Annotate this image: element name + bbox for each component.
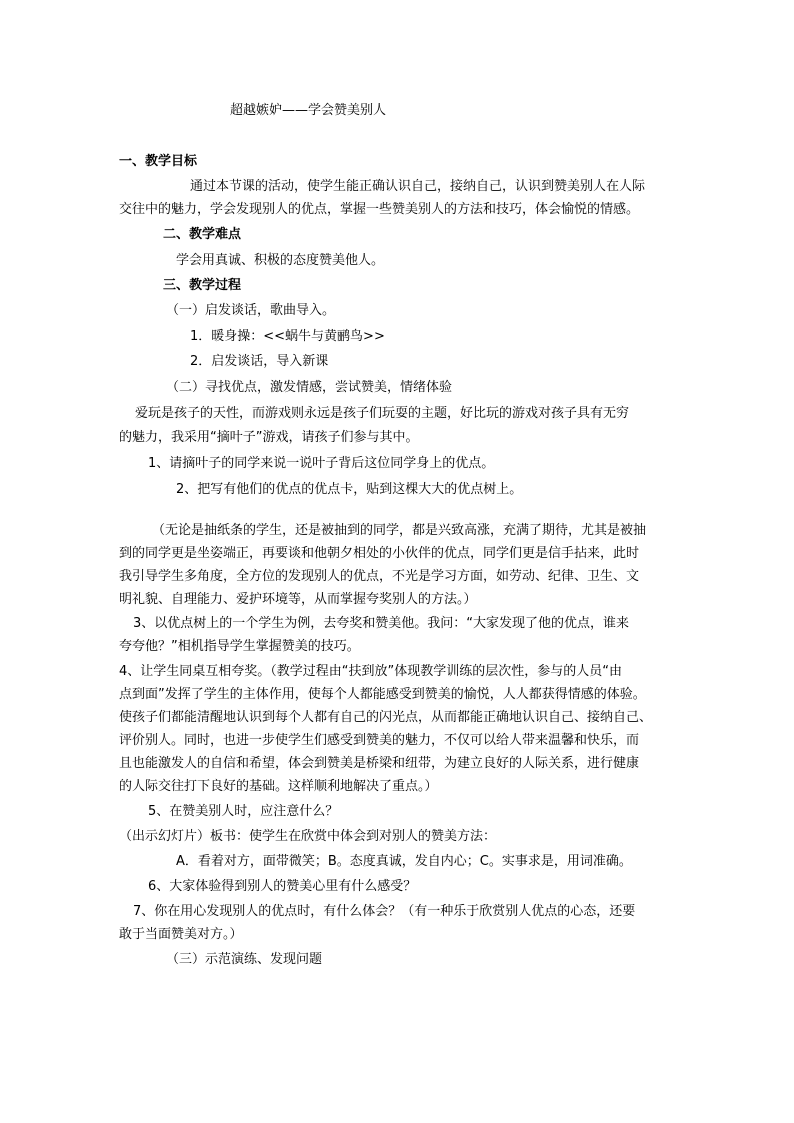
process-part-heading: （二）寻找优点，激发情感，尝试赞美，情绪体验 xyxy=(166,380,453,395)
objectives-text-line: 通过本节课的活动，使学生能正确认识自己，接纳自己，认识到赞美别人在人际 xyxy=(190,179,646,194)
activity-item: 2、把写有他们的优点的优点卡，贴到这棵大大的优点树上。 xyxy=(176,482,523,497)
note-paragraph-line: 我引导学生多角度，全方位的发现别人的优点，不光是学习方面，如劳动、纪律、卫生、文 xyxy=(119,569,640,584)
activity-item-line: 使孩子们都能清醒地认识到每个人都有自己的闪光点，从而都能正确地认识自己、接纳自己、 xyxy=(119,710,653,725)
process-part-heading: （一）启发谈话，歌曲导入。 xyxy=(166,303,336,318)
activity-item-line: 且也能激发人的自信和希望，体会到赞美是桥梁和纽带，为建立良好的人际关系，进行健康 xyxy=(119,756,640,771)
activity-item-line: 点到面”发挥了学生的主体作用，使每个人都能感受到赞美的愉悦，人人都获得情感的体验。 xyxy=(119,687,646,702)
process-part-heading: （三）示范演练、发现问题 xyxy=(166,952,323,967)
activity-item: 5、在赞美别人时，应注意什么？ xyxy=(148,804,339,819)
board-text: （出示幻灯片）板书：使学生在欣赏中体会到对别人的赞美方法： xyxy=(119,829,497,844)
section-heading-process: 三、教学过程 xyxy=(163,278,242,293)
difficulty-text: 学会用真诚、积极的态度赞美他人。 xyxy=(176,253,385,268)
activity-item: 6、大家体验得到别人的赞美心里有什么感受？ xyxy=(148,879,417,894)
activity-item-line: 夸夸他？”相机指导学生掌握赞美的技巧。 xyxy=(119,639,360,654)
game-paragraph-line: 爱玩是孩子的天性，而游戏则永远是孩子们玩耍的主题，好比玩的游戏对孩子具有无穷 xyxy=(135,406,630,421)
note-paragraph-line: （无论是抽纸条的学生，还是被抽到的同学，都是兴致高涨，充满了期待，尤其是被抽 xyxy=(152,523,647,538)
activity-item-line: 7、你在用心发现别人的优点时，有什么体会？（有一种乐于欣赏别人优点的心态，还要 xyxy=(133,904,636,919)
objectives-text-line: 交往中的魅力，学会发现别人的优点，掌握一些赞美别人的方法和技巧，体会愉悦的情感。 xyxy=(119,202,640,217)
activity-item-line: 的人际交往打下良好的基础。这样顺利地解决了重点。） xyxy=(119,779,438,794)
game-paragraph-line: 的魅力，我采用“摘叶子”游戏，请孩子们参与其中。 xyxy=(119,430,419,445)
activity-item: 1、请摘叶子的同学来说一说叶子背后这位同学身上的优点。 xyxy=(148,456,495,471)
activity-item-line: 3、以优点树上的一个学生为例，去夸奖和赞美他。我问：“大家发现了他的优点，谁来 xyxy=(133,616,630,631)
note-paragraph-line: 到的同学更是坐姿端正，再要谈和他朝夕相处的小伙伴的优点，同学们更是信手拈来，此时 xyxy=(119,546,640,561)
process-item: 1．暖身操：<<蜗牛与黄鹂鸟>> xyxy=(190,329,385,344)
process-item: 2．启发谈话，导入新课 xyxy=(190,354,329,369)
activity-item-line: 敢于当面赞美对方。） xyxy=(119,927,243,942)
section-heading-difficulty: 二、教学难点 xyxy=(163,227,242,242)
section-heading-objectives: 一、教学目标 xyxy=(119,154,198,169)
praise-methods: A．看着对方，面带微笑；B。态度真诚，发自内心；C。实事求是，用词准确。 xyxy=(176,854,632,869)
document-title: 超越嫉妒——学会赞美别人 xyxy=(230,103,387,118)
activity-item-line: 4、让学生同桌互相夸奖。（教学过程由“扶到放”体现教学训练的层次性，参与的人员“由 xyxy=(119,664,622,679)
note-paragraph-line: 明礼貌、自理能力、爱护环境等，从而掌握夸奖别人的方法。） xyxy=(119,592,477,607)
activity-item-line: 评价别人。同时，也进一步使学生们感受到赞美的魅力，不仅可以给人带来温馨和快乐，而 xyxy=(119,733,640,748)
